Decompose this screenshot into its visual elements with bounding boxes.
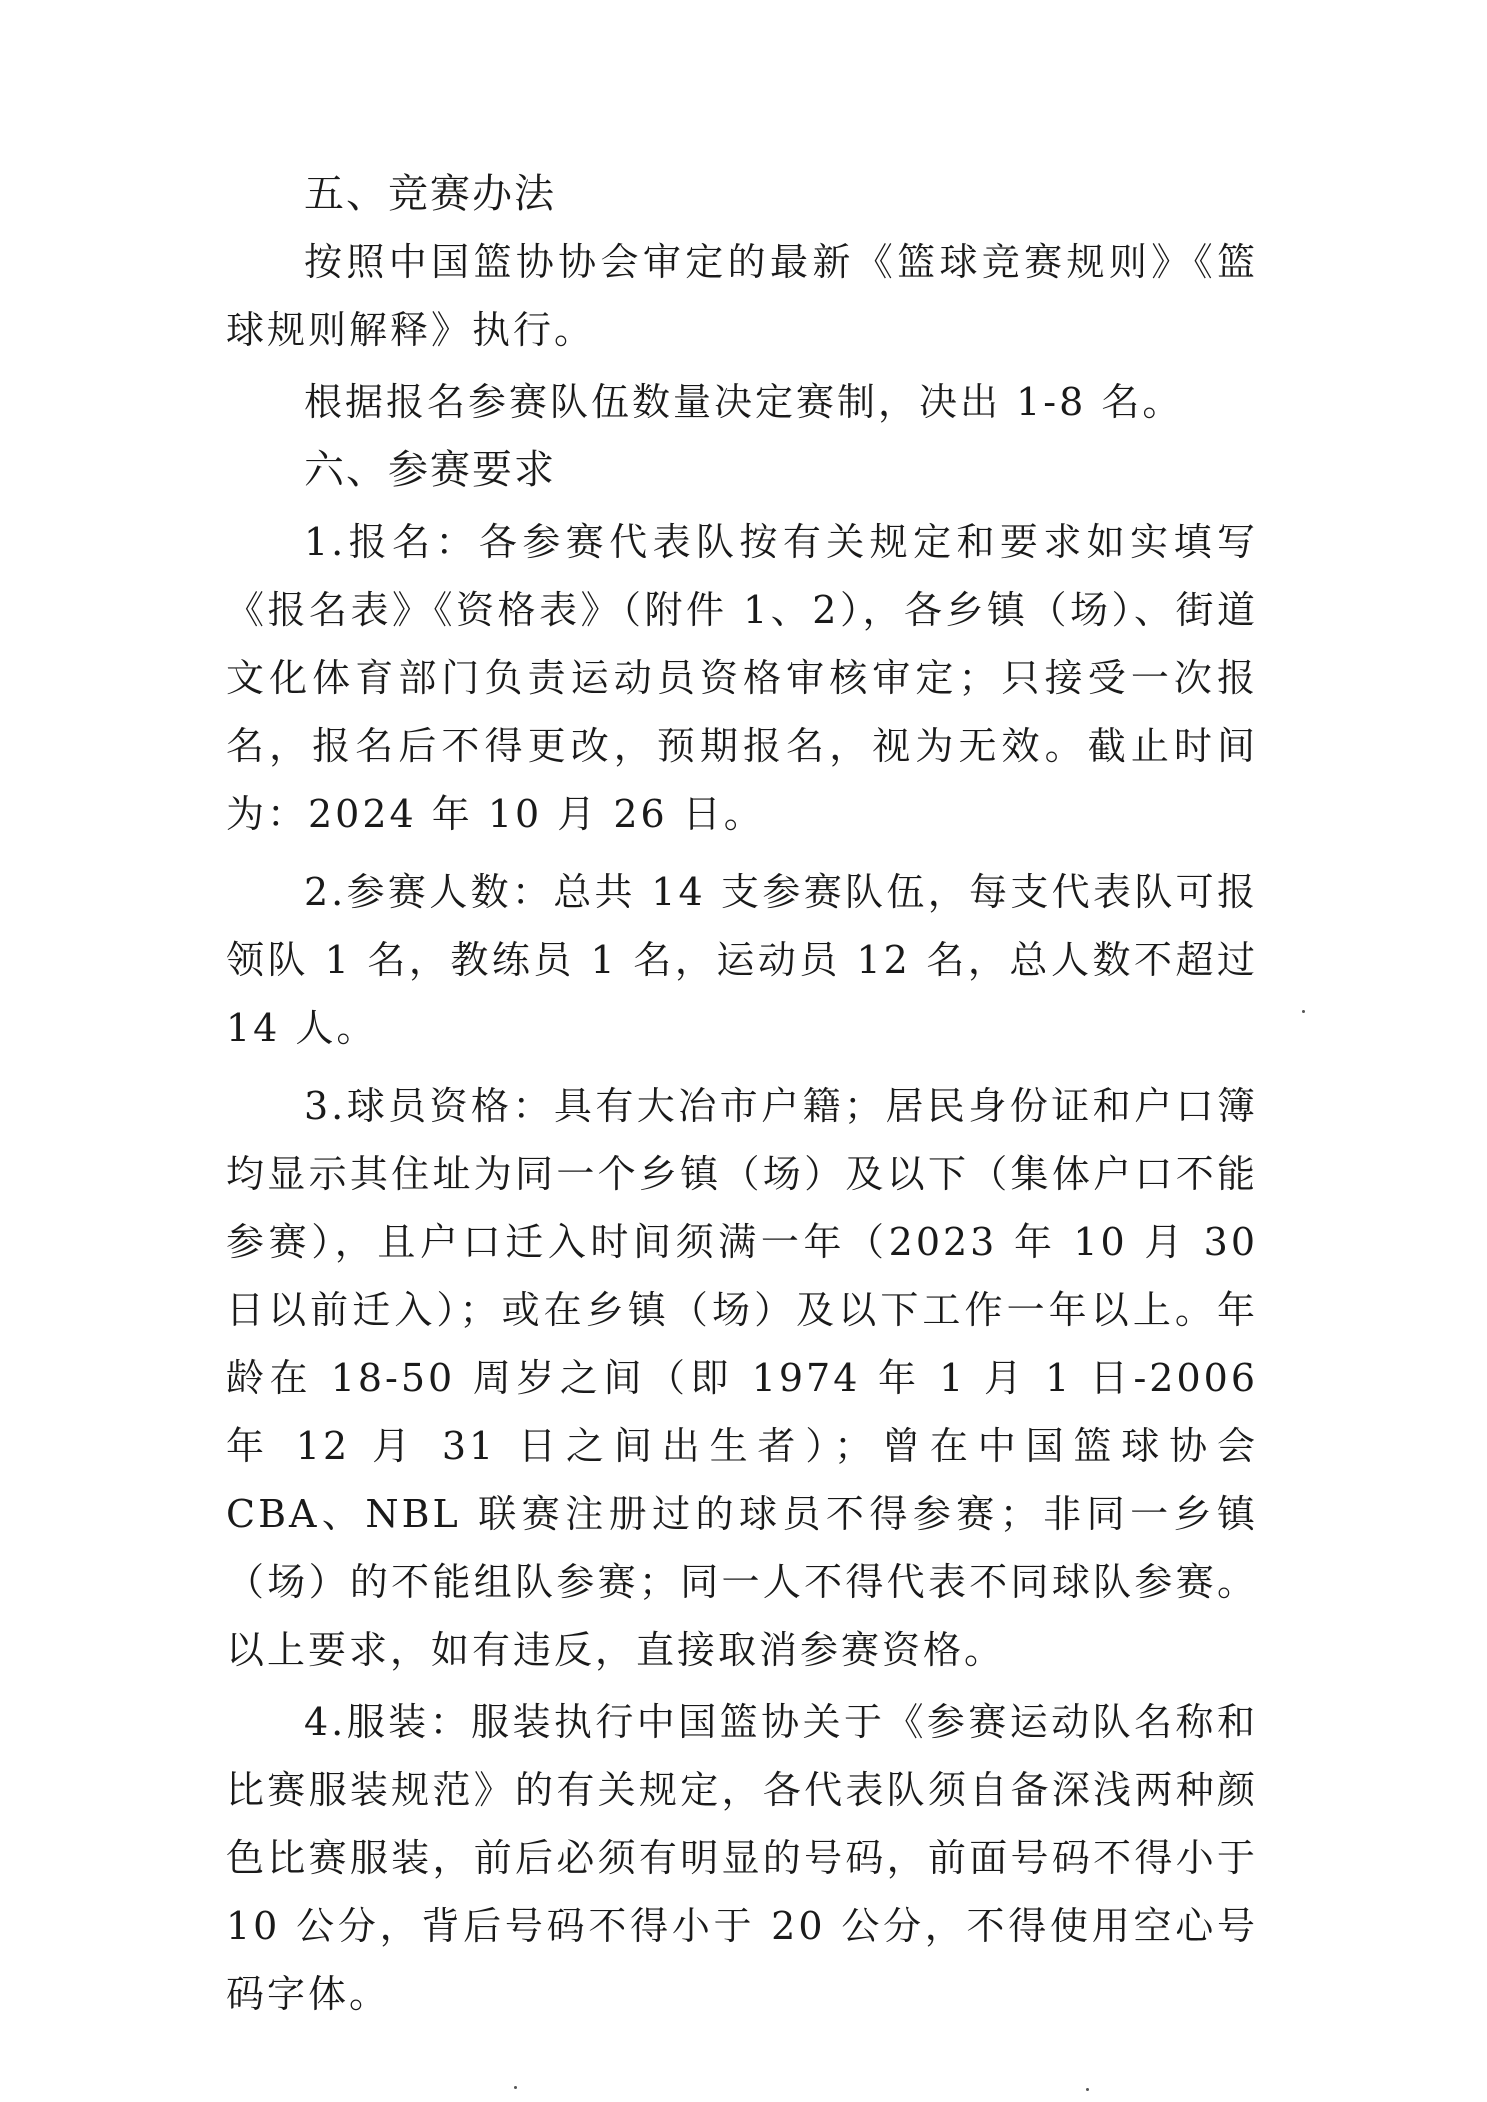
section-5-paragraph-rules: 按照中国篮协协会审定的最新《篮球竞赛规则》《篮球规则解释》执行。 xyxy=(226,240,1258,352)
scan-speck xyxy=(1302,1010,1305,1013)
requirement-eligibility: 3.球员资格：具有大冶市户籍；居民身份证和户口簿均显示其住址为同一个乡镇（场）及以下（集体户口不能参赛），且户口迁入时间须满一年（2023 年 10 月 30 日以前迁入）；或在乡镇（场）及以下工作一年以上。年龄在 18-50 周岁之间（即 1974 年 1 月 1 日-2006 年 12 月 31 日之间出生者）；曾在中国篮球协会 CBA、NBL 联赛注册过的球员不得参赛；非同一乡镇（场）的不能组队参赛；同一人不得代表不同球队参赛。以上要求，如有违反，直接取消参赛资格。 xyxy=(226,1084,1258,1672)
document-body xyxy=(226,160,1258,2028)
scan-speck xyxy=(1086,2088,1089,2091)
section-6-heading: 六、参赛要求 xyxy=(304,447,556,493)
scan-speck xyxy=(514,2086,517,2089)
section-5-paragraph-format: 根据报名参赛队伍数量决定赛制，决出 1-8 名。 xyxy=(304,380,1184,424)
requirement-uniform: 4.服装：服装执行中国篮协关于《参赛运动队名称和比赛服装规范》的有关规定，各代表队须自备深浅两种颜色比赛服装，前后必须有明显的号码，前面号码不得小于 10 公分，背后号码不得小于 20 公分，不得使用空心号码字体。 xyxy=(226,1700,1258,2016)
section-5-heading: 五、竞赛办法 xyxy=(304,171,556,217)
requirement-participants: 2.参赛人数：总共 14 支参赛队伍，每支代表队可报领队 1 名，教练员 1 名，运动员 12 名，总人数不超过 14 人。 xyxy=(226,870,1258,1050)
requirement-registration: 1.报名：各参赛代表队按有关规定和要求如实填写《报名表》《资格表》（附件 1、2），各乡镇（场）、街道文化体育部门负责运动员资格审核审定；只接受一次报名，报名后不得更改，预期报名，视为无效。截止时间为：2024 年 10 月 26 日。 xyxy=(226,520,1258,836)
